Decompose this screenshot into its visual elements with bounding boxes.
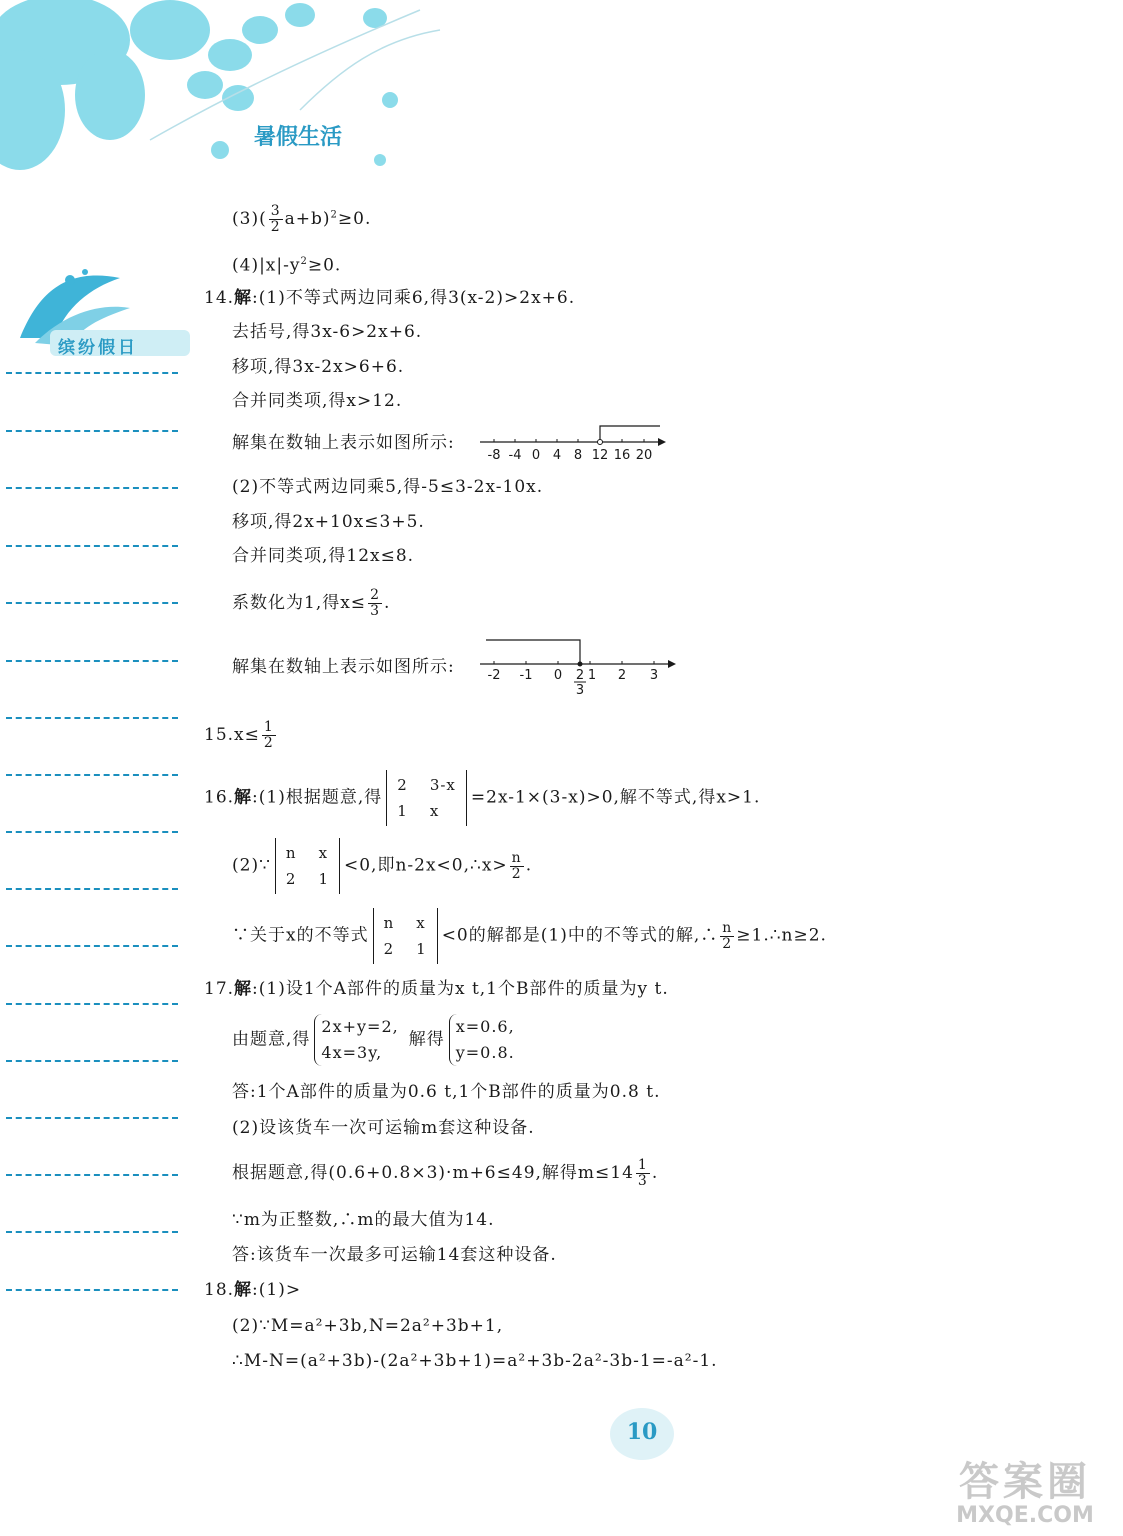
note-line [6,1117,178,1119]
fraction: $\frac{1}{2}$ [263,719,274,751]
q17-line-1: 17.解:(1)设1个A部件的质量为x t,1个B部件的质量为y t. [204,979,669,999]
fraction: $\frac{1}{3}$ [637,1157,648,1189]
note-line [6,1289,178,1291]
q15: 15.x≤ $\frac{1}{2}$ [204,719,274,751]
line-4: $(4)|x|-y^2\ge 0$. [232,255,342,276]
note-line [6,487,178,489]
tick-label: 0 [531,448,541,463]
determinant: n x 2 1 [373,908,438,964]
tick-label: -2 [487,668,501,683]
side-badge-label: 缤纷假日 [58,338,138,358]
q14-line-10: 解集在数轴上表示如图所示: [232,657,455,677]
tick-label: 20 [635,448,653,463]
note-line [6,945,178,947]
note-line [6,1060,178,1062]
fraction: $\frac{2}{3}$ [370,587,380,619]
determinant: n x 2 1 [275,838,340,894]
note-line [6,372,178,374]
note-line [6,888,178,890]
tick-label: 12 [591,448,609,463]
tick-label: -4 [508,448,522,463]
note-line [6,1174,178,1176]
q14-line-2: 去括号,得3x-6>2x+6. [232,322,423,342]
line-3: (3)( $\frac{3}{2}$ a+b)$^2$≥0. [232,203,372,235]
q17-line-2: 由题意,得 2x+y=2, 4x=3y, 解得 x=0.6, y=0.8. [232,1014,525,1066]
note-line [6,602,178,604]
header-title: 暑假生活 [254,125,343,150]
tick-label: 2 [575,668,585,683]
tick-label: 1 [587,668,597,683]
q17-line-7: 答:该货车一次最多可运输14套这种设备. [232,1245,557,1265]
header-decoration [0,0,500,175]
q14-line-1: 14.解:(1)不等式两边同乘6,得3(x-2)>2x+6. [204,288,576,308]
q16-line-2: (2)∵ n x 2 1 <0,即n-2x<0,∴x> $\frac{n}{2}$ . [232,838,532,894]
q14-line-3: 移项,得3x-2x>6+6. [232,357,405,377]
q14-line-4: 合并同类项,得x>12. [232,391,403,411]
note-line [6,1231,178,1233]
q14-line-7: 移项,得2x+10x≤3+5. [232,512,425,532]
fraction: $\frac{n}{2}$ [722,919,733,952]
tick-label: 16 [613,448,631,463]
fraction: $\frac{n}{2}$ [511,849,522,882]
q14-line-6: (2)不等式两边同乘5,得-5≤3-2x-10x. [232,477,544,497]
tick-label: 3 [649,668,659,683]
tick-label: 0 [553,668,563,683]
tick-label: -8 [487,448,501,463]
number-line-1 [478,420,668,465]
equation-system: 2x+y=2, 4x=3y, [314,1014,404,1066]
number-line-2 [478,632,683,698]
note-line [6,1003,178,1005]
watermark-logo: 答案圈 MXQE.COM [956,1459,1094,1528]
q16-line-3: ∵关于x的不等式 n x 2 1 <0的解都是(1)中的不等式的解,∴ $\frac{n}{2}$ ≥1.∴n≥2. [232,908,827,964]
tick-label: 8 [573,448,583,463]
q17-line-4: (2)设该货车一次可运输m套这种设备. [232,1118,535,1138]
tick-label: 4 [552,448,562,463]
q14-line-5: 解集在数轴上表示如图所示: [232,433,455,453]
q18-line-2: (2)∵M=a²+3b,N=2a²+3b+1, [232,1316,504,1336]
fraction: $\frac{3}{2}$ [270,203,281,235]
note-line [6,660,178,662]
q14-line-8: 合并同类项,得12x≤8. [232,546,415,566]
q17-line-6: ∵m为正整数,∴m的最大值为14. [232,1210,495,1230]
q16-line-1: 16.解:(1)根据题意,得 2 3-x 1 x =2x-1×(3-x)>0,解不等式,得x>1. [204,770,760,826]
note-line [6,831,178,833]
q18-line-3: ∴M-N=(a²+3b)-(2a²+3b+1)=a²+3b-2a²-3b-1=-a²-1. [232,1351,718,1371]
note-line [6,430,178,432]
note-line [6,545,178,547]
tick-label: 2 [617,668,627,683]
tick-label: -1 [519,668,533,683]
tick-label: 3 [575,683,585,698]
note-line [6,774,178,776]
page-number: 10 [626,1419,658,1445]
q18-line-1: 18.解:(1)> [204,1280,302,1300]
q17-line-5: 根据题意,得(0.6+0.8×3)·m+6≤49,解得m≤14 $\frac{1}{3}$ . [232,1157,659,1189]
determinant: 2 3-x 1 x [386,770,467,826]
q14-line-9: 系数化为1,得x≤ $\frac{2}{3}$ . [232,587,391,619]
q17-line-3: 答:1个A部件的质量为0.6 t,1个B部件的质量为0.8 t. [232,1082,661,1102]
note-line [6,717,178,719]
equation-system: x=0.6, y=0.8. [449,1014,521,1066]
